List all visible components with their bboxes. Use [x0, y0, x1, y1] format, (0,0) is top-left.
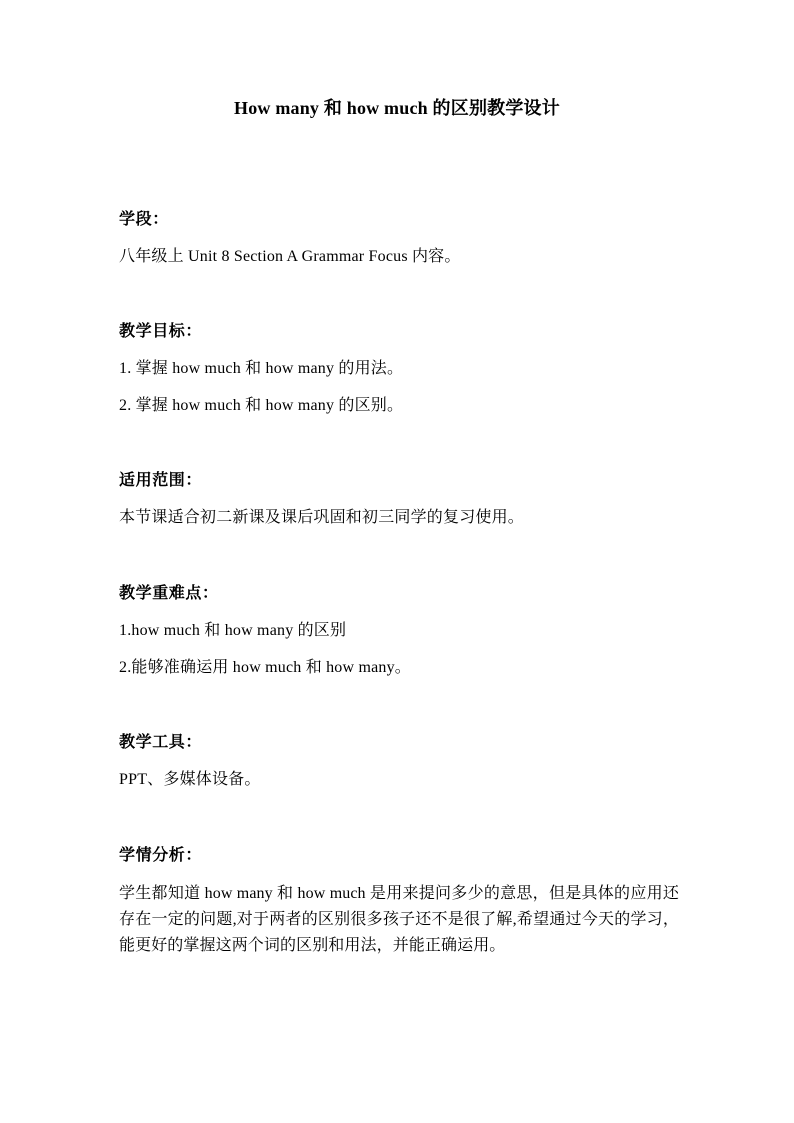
section-heading: 教学工具： — [119, 734, 203, 751]
section-scope — [119, 470, 679, 529]
section-line: 2. 掌握 how much 和 how many 的区别。 — [119, 397, 404, 414]
section-heading: 教学重难点： — [119, 585, 219, 602]
section-heading: 教学目标： — [119, 323, 203, 340]
section-heading: 适用范围： — [119, 472, 203, 489]
section-key-points — [119, 583, 679, 679]
section-heading: 学情分析： — [119, 847, 203, 864]
section-line: 1.how much 和 how many 的区别 — [119, 622, 347, 639]
section-line: 1. 掌握 how much 和 how many 的用法。 — [119, 360, 404, 377]
section-heading: 学段： — [119, 211, 169, 228]
section-line: 八年级上 Unit 8 Section A Grammar Focus 内容。 — [119, 248, 461, 265]
section-objectives — [119, 321, 679, 417]
section-line: PPT、多媒体设备。 — [119, 771, 261, 788]
section-analysis — [119, 845, 679, 959]
section-paragraph: 学生都知道 how many 和 how much 是用来提问多少的意思，但是具体的应用还存在一定的问题,对于两者的区别很多孩子还不是很了解,希望通过今天的学习，能更好的掌握这两个词的区别和用法，并能正确运用。 — [119, 885, 679, 954]
section-line: 2.能够准确运用 how much 和 how many。 — [119, 659, 412, 676]
section-line: 本节课适合初二新课及课后巩固和初三同学的复习使用。 — [119, 509, 525, 526]
document-title: How many 和 how much 的区别教学设计 — [234, 98, 560, 118]
section-tools — [119, 732, 679, 791]
section-grade — [119, 209, 679, 268]
